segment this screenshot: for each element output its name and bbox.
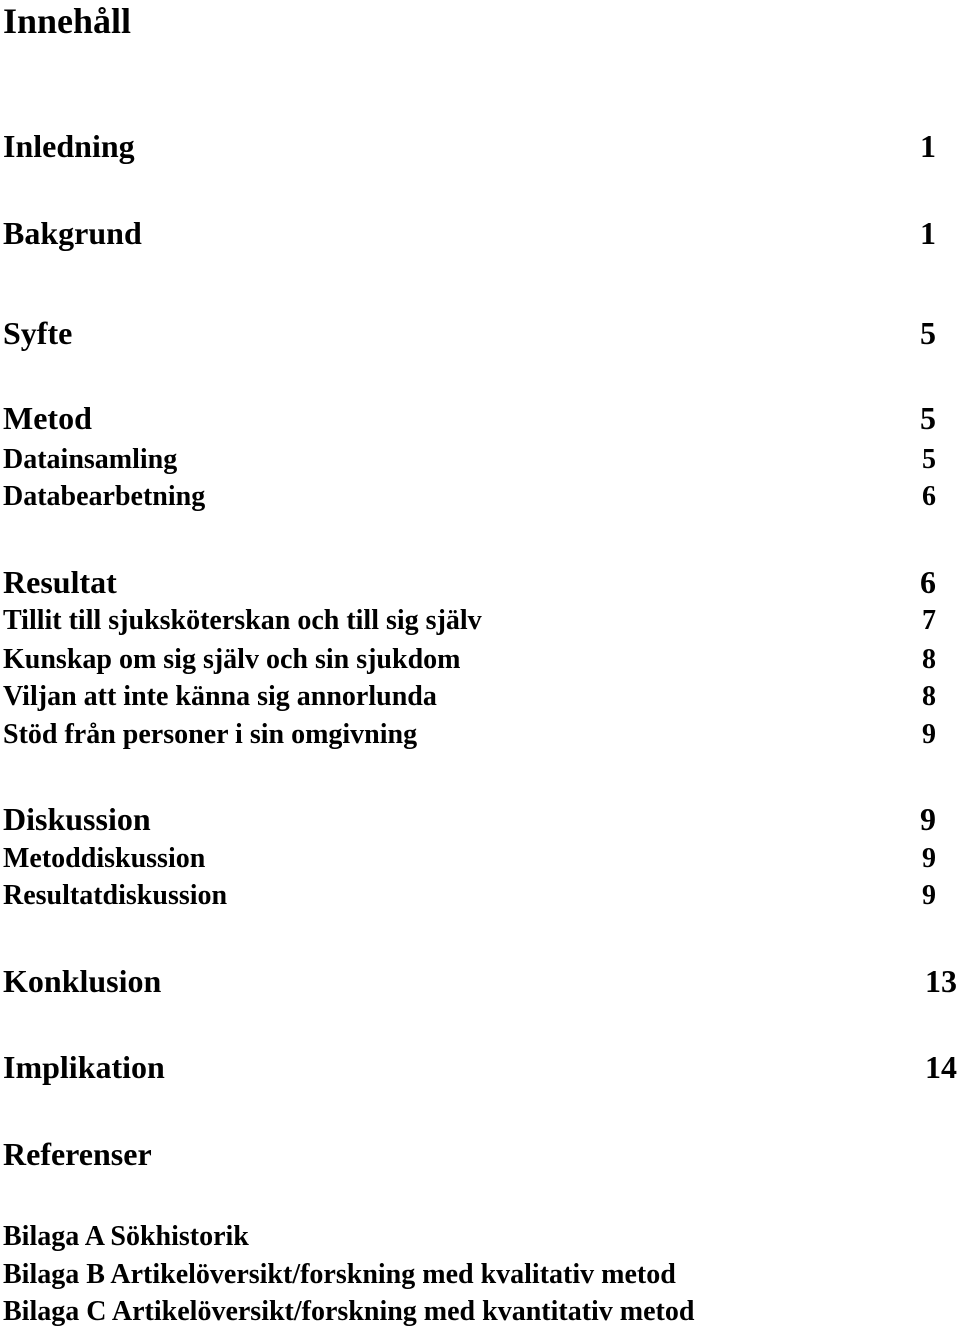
toc-entry-page: 6 xyxy=(920,564,936,600)
toc-entry-label: Bakgrund xyxy=(3,215,142,251)
page-title: Innehåll xyxy=(3,1,132,41)
toc-entry-label: Inledning xyxy=(3,128,135,164)
toc-entry-page: 9 xyxy=(922,843,936,874)
toc-entry-label: Databearbetning xyxy=(3,481,206,512)
toc-entry-page: 7 xyxy=(922,605,936,636)
toc-entry-diskussion[interactable] xyxy=(3,799,960,839)
toc-entry-label: Diskussion xyxy=(3,801,151,837)
toc-entry-label: Referenser xyxy=(3,1136,152,1172)
toc-entry-page: 1 xyxy=(920,128,936,164)
toc-entry-tillit[interactable] xyxy=(3,604,960,638)
toc-entry-inledning[interactable] xyxy=(3,126,960,166)
toc-entry-kunskap[interactable] xyxy=(3,643,960,677)
toc-entry-databearbetning[interactable] xyxy=(3,480,960,514)
toc-entry-label: Resultatdiskussion xyxy=(3,880,228,911)
toc-entry-resultatdiskussion[interactable] xyxy=(3,879,960,913)
toc-entry-referenser[interactable] xyxy=(3,1134,960,1174)
toc-entry-page: 9 xyxy=(922,880,936,911)
toc-entry-page: 14 xyxy=(925,1049,957,1085)
toc-entry-page: 13 xyxy=(925,963,957,999)
toc-entry-label: Syfte xyxy=(3,315,73,351)
toc-entry-page: 9 xyxy=(920,801,936,837)
toc-entry-label: Resultat xyxy=(3,564,117,600)
toc-entry-implikation[interactable] xyxy=(3,1047,960,1087)
toc-entry-page: 9 xyxy=(922,719,936,750)
toc-entry-label: Kunskap om sig själv och sin sjukdom xyxy=(3,644,461,675)
toc-entry-konklusion[interactable] xyxy=(3,961,960,1001)
toc-entry-label: Viljan att inte känna sig annorlunda xyxy=(3,681,437,712)
toc-entry-viljan[interactable] xyxy=(3,680,960,714)
toc-entry-page: 5 xyxy=(922,444,936,475)
toc-entry-label: Stöd från personer i sin omgivning xyxy=(3,719,418,750)
toc-appendix-b[interactable]: Bilaga B Artikelöversikt/forskning med kvalitativ metod xyxy=(3,1259,676,1290)
toc-entry-label: Implikation xyxy=(3,1049,165,1085)
toc-entry-label: Metoddiskussion xyxy=(3,843,206,874)
toc-entry-datainsamling[interactable] xyxy=(3,443,960,477)
toc-entry-label: Metod xyxy=(3,400,92,436)
toc-appendix-a[interactable]: Bilaga A Sökhistorik xyxy=(3,1221,249,1252)
toc-entry-metod[interactable] xyxy=(3,398,960,438)
toc-entry-label: Konklusion xyxy=(3,963,162,999)
toc-entry-page: 8 xyxy=(922,681,936,712)
toc-entry-resultat[interactable] xyxy=(3,562,960,602)
toc-entry-stod[interactable] xyxy=(3,718,960,752)
toc-entry-bakgrund[interactable] xyxy=(3,213,960,253)
toc-appendix-c[interactable]: Bilaga C Artikelöversikt/forskning med kvantitativ metod xyxy=(3,1296,695,1327)
toc-entry-syfte[interactable] xyxy=(3,313,960,353)
toc-entry-page: 1 xyxy=(920,215,936,251)
toc-entry-label: Datainsamling xyxy=(3,444,178,475)
toc-entry-label: Tillit till sjuksköterskan och till sig själv xyxy=(3,605,482,636)
toc-entry-page: 8 xyxy=(922,644,936,675)
toc-entry-page: 5 xyxy=(920,315,936,351)
toc-entry-page: 5 xyxy=(920,400,936,436)
toc-entry-page: 6 xyxy=(922,481,936,512)
toc-entry-metoddiskussion[interactable] xyxy=(3,842,960,876)
